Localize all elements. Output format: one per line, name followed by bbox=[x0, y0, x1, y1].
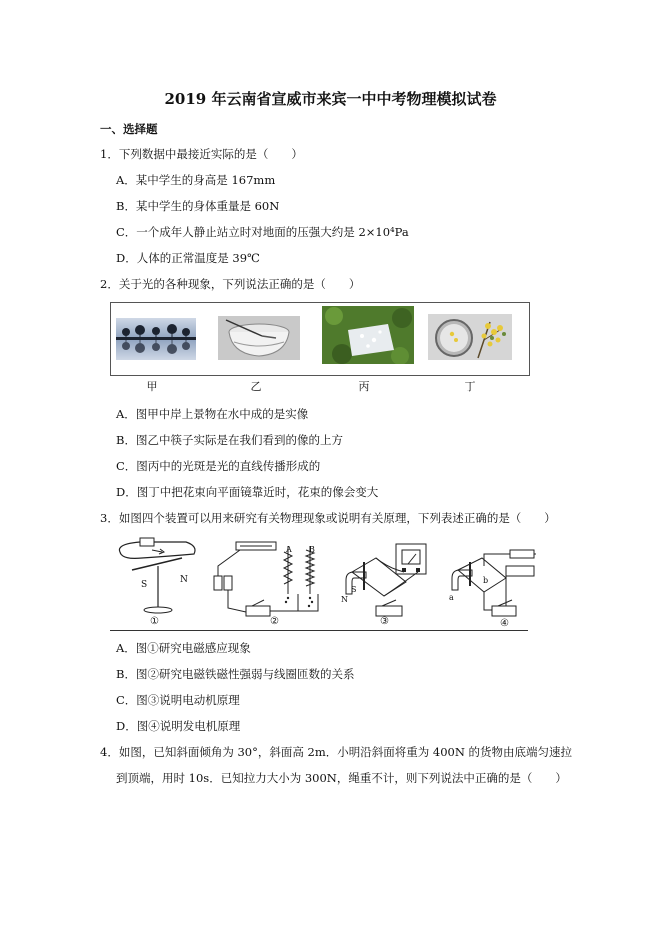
question-3-stem: 3．如图四个装置可以用来研究有关物理现象或说明有关原理，下列表述正确的是（ ） bbox=[100, 511, 556, 525]
question-1-stem: 1．下列数据中最接近实际的是（ ） bbox=[100, 147, 303, 161]
figure-label-2: ② bbox=[270, 616, 279, 627]
q2-option-a[interactable]: A．图甲中岸上景物在水中成的是实像 bbox=[116, 407, 309, 421]
d4-letter-a: a bbox=[449, 593, 454, 602]
figure-divider bbox=[110, 630, 528, 631]
caption-ding: 丁 bbox=[464, 380, 476, 393]
figure-label-3: ③ bbox=[380, 616, 389, 627]
d2-letter-b: B bbox=[309, 545, 315, 554]
q1-option-b[interactable]: B．某中学生的身体重量是 60N bbox=[116, 199, 280, 213]
d4-letter-b: b bbox=[483, 576, 489, 585]
q3-option-a[interactable]: A．图①研究电磁感应现象 bbox=[116, 641, 251, 655]
caption-bing: 丙 bbox=[358, 380, 370, 393]
d3-letter-n: N bbox=[341, 595, 348, 604]
question-4-stem-line-1: 4．如图，已知斜面倾角为 30°，斜面高 2m．小明沿斜面将重为 400N 的货物由底端匀速拉 bbox=[100, 745, 573, 759]
q1-option-c[interactable]: C．一个成年人静止站立时对地面的压强大约是 2×10⁴Pa bbox=[116, 225, 409, 239]
photo-ding-mirror-flowers bbox=[428, 314, 512, 360]
page-title: 2019 年云南省宣威市来宾一中中考物理模拟试卷 bbox=[164, 90, 497, 108]
figure-label-1: ① bbox=[150, 616, 159, 627]
q2-option-c[interactable]: C．图丙中的光斑是光的直线传播形成的 bbox=[116, 459, 321, 473]
q3-option-d[interactable]: D．图④说明发电机原理 bbox=[116, 719, 241, 733]
q1-option-a[interactable]: A．某中学生的身高是 167mm bbox=[116, 173, 276, 187]
photo-bing-light-spots bbox=[322, 306, 414, 364]
d2-letter-a: A bbox=[286, 545, 292, 554]
q2-option-d[interactable]: D．图丁中把花束向平面镜靠近时，花束的像会变大 bbox=[116, 485, 379, 499]
figure-label-4: ④ bbox=[500, 618, 509, 629]
photo-yi-chopsticks-bowl bbox=[218, 316, 300, 360]
q3-option-c[interactable]: C．图③说明电动机原理 bbox=[116, 693, 240, 707]
question-4-stem-line-2: 到顶端，用时 10s．已知拉力大小为 300N，绳重不计，则下列说法中正确的是（ ） bbox=[116, 771, 567, 785]
d1-letter-s: S bbox=[141, 580, 148, 590]
q2-option-b[interactable]: B．图乙中筷子实际是在我们看到的像的上方 bbox=[116, 433, 343, 447]
caption-jia: 甲 bbox=[146, 380, 158, 393]
question-2-stem: 2．关于光的各种现象，下列说法正确的是（ ） bbox=[100, 277, 361, 291]
photo-jia-reflection bbox=[116, 318, 196, 360]
q1-option-d[interactable]: D．人体的正常温度是 39℃ bbox=[116, 251, 260, 265]
q3-option-b[interactable]: B．图②研究电磁铁磁性强弱与线圈匝数的关系 bbox=[116, 667, 355, 681]
caption-yi: 乙 bbox=[250, 380, 262, 393]
d1-letter-n: N bbox=[180, 575, 188, 585]
diagram-1-oersted bbox=[112, 536, 204, 626]
section-heading: 一、选择题 bbox=[100, 122, 158, 136]
diagram-2-electromagnet bbox=[206, 538, 326, 626]
d3-letter-s: S bbox=[351, 585, 357, 594]
